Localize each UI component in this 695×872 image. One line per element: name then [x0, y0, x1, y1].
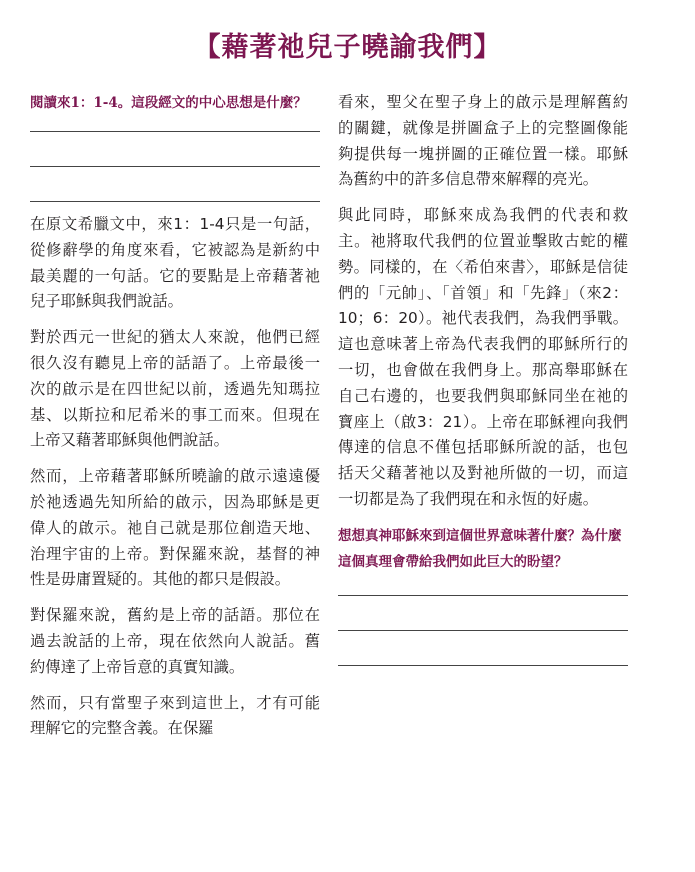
paragraph-jewish-context: 對於西元一世紀的猶太人來說，他們已經很久沒有聽見上帝的話語了。上帝最後一次的啟示是在四世紀以前，透過先知瑪拉基、以斯拉和尼希米的事工而來。但現在上帝又藉著耶穌與他們說話。	[30, 328, 320, 450]
paragraph-intro: 在原文希臘文中，來1：1-4只是一句話，從修辭學的角度來看，它被認為是新約中最美麗的一句話。它的要點是上帝藉著祂兒子耶穌與我們說話。	[30, 215, 320, 311]
reading-question: 閱讀來1：1-4。這段經文的中心思想是什麼？	[30, 95, 307, 111]
reflection-question: 想想真神耶穌來到這個世界意味著什麼？為什麼這個真理會帶給我們如此巨大的盼望？	[338, 527, 622, 570]
paragraph-key-to-old-testament: 看來，聖父在聖子身上的啟示是理解舊約的關鍵，就像是拼圖盒子上的完整圖像能夠提供每一塊拼圖的正確位置一樣。耶穌為舊約中的許多信息帶來解釋的亮光。	[338, 93, 628, 189]
page-title: 【藉著祂兒子曉諭我們】	[193, 32, 502, 63]
answer-line-2[interactable]	[30, 166, 320, 167]
answer-line-1[interactable]	[30, 131, 320, 132]
left-column	[30, 90, 320, 742]
paragraph-superior-revelation: 然而，上帝藉著耶穌所曉諭的啟示遠遠優於祂透過先知所給的啟示，因為耶穌是更偉人的啟示。祂自己就是那位創造天地、治理宇宙的上帝。對保羅來說，基督的神性是毋庸置疑的。其他的都只是假設。	[30, 467, 320, 589]
paragraph-representative: 與此同時，耶穌來成為我們的代表和救主。祂將取代我們的位置並擊敗古蛇的權勢。同樣的，在〈希伯來書〉，耶穌是信徒們的「元帥」、「首領」和「先鋒」（來2：10；6：20）。祂代表我們，為我們爭戰。這也意味著上帝為代表我們的耶穌所行的一切，也會做在我們身上。那高舉耶穌在自己右邊的，也要我們與耶穌同坐在祂的寶座上（啟3：21）。上帝在耶穌裡向我們傳達的信息不僅包括耶穌所說的話，也包括天父藉著祂以及對祂所做的一切，而這一切都是為了我們現在和永恆的好處。	[338, 206, 628, 508]
answer-line-5[interactable]	[338, 630, 628, 631]
paragraph-old-testament: 對保羅來說，舊約是上帝的話語。那位在過去說話的上帝，現在依然向人說話。舊約傳達了上帝旨意的真實知識。	[30, 606, 320, 676]
paragraph-full-meaning: 然而，只有當聖子來到這世上，才有可能理解它的完整含義。在保羅	[30, 693, 320, 738]
answer-line-4[interactable]	[338, 595, 628, 596]
answer-line-3[interactable]	[30, 201, 320, 202]
right-column	[338, 90, 628, 666]
answer-line-6[interactable]	[338, 665, 628, 666]
